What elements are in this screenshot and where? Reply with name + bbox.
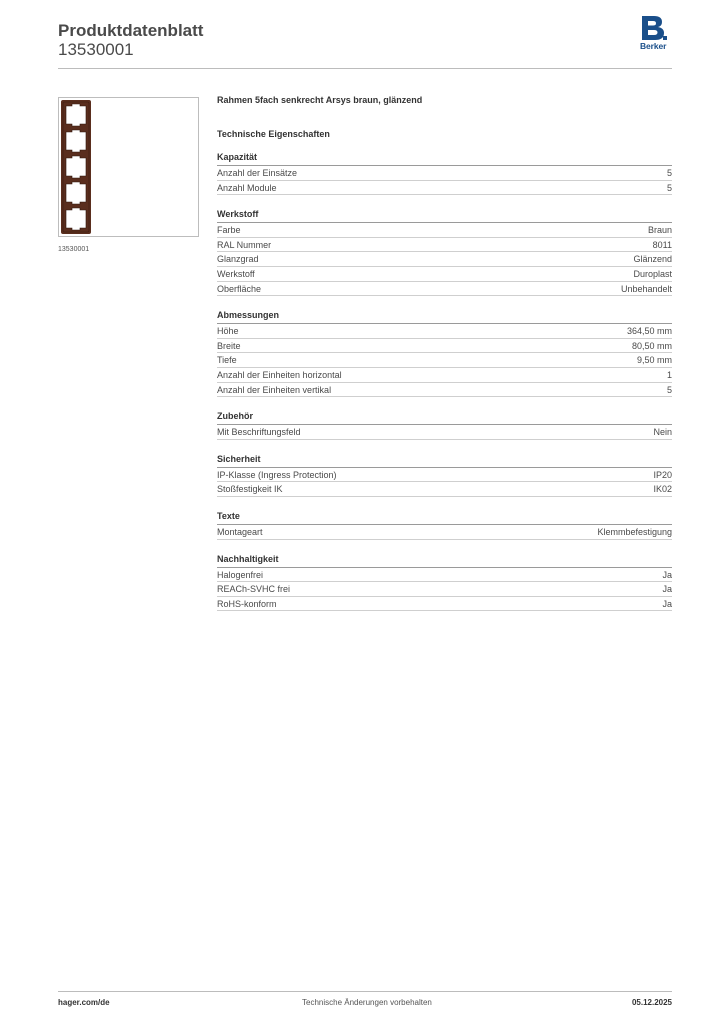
- spec-value: Klemmbefestigung: [597, 526, 672, 537]
- spec-label: Halogenfrei: [217, 569, 264, 580]
- spec-row: [217, 353, 672, 368]
- spec-value: Braun: [647, 225, 672, 236]
- spec-row: [217, 223, 672, 238]
- spec-row: [217, 267, 672, 282]
- page-title: Produktdatenblatt: [58, 21, 204, 40]
- spec-row: [217, 383, 672, 398]
- section-title: Werkstoff: [217, 209, 672, 223]
- spec-label: RAL Nummer: [217, 239, 272, 250]
- spec-value: Nein: [653, 427, 672, 438]
- spec-row: [217, 525, 672, 540]
- spec-row: [217, 238, 672, 253]
- berker-b-icon: [640, 16, 668, 40]
- spec-label: Farbe: [217, 225, 241, 236]
- product-name: Rahmen 5fach senkrecht Arsys braun, glänzend: [217, 95, 423, 105]
- spec-row: [217, 582, 672, 597]
- spec-value: 80,50 mm: [631, 340, 672, 351]
- spec-section: [217, 209, 672, 296]
- footer-note: Technische Änderungen vorbehalten: [302, 998, 432, 1007]
- brand-name: Berker: [640, 41, 667, 51]
- section-title: Kapazität: [217, 152, 672, 166]
- spec-label: Oberfläche: [217, 283, 262, 294]
- spec-section: [217, 411, 672, 440]
- footer-divider: [58, 991, 672, 992]
- spec-section: [217, 310, 672, 397]
- spec-label: Glanzgrad: [217, 254, 259, 265]
- spec-label: Stoßfestigkeit IK: [217, 484, 283, 495]
- spec-row: [217, 568, 672, 583]
- section-title: Zubehör: [217, 411, 672, 425]
- spec-label: Breite: [217, 340, 241, 351]
- spec-value: 1: [666, 369, 672, 380]
- footer-date: 05.12.2025: [631, 998, 672, 1007]
- spec-value: 5: [666, 182, 672, 193]
- spec-row: [217, 368, 672, 383]
- section-title: Sicherheit: [217, 454, 672, 468]
- spec-row: [217, 166, 672, 181]
- spec-section: [217, 554, 672, 612]
- spec-label: Montageart: [217, 526, 263, 537]
- spec-label: Höhe: [217, 326, 239, 337]
- brand-logo: [640, 16, 674, 51]
- spec-value: Unbehandelt: [620, 283, 672, 294]
- spec-value: 5: [666, 384, 672, 395]
- spec-label: Werkstoff: [217, 268, 255, 279]
- spec-row: [217, 282, 672, 297]
- spec-value: Ja: [662, 569, 672, 580]
- spec-value: Ja: [662, 584, 672, 595]
- spec-value: Glänzend: [633, 254, 672, 265]
- spec-row: [217, 425, 672, 440]
- spec-value: 9,50 mm: [636, 355, 672, 366]
- spec-label: RoHS-konform: [217, 598, 277, 609]
- footer-website: hager.com/de: [58, 998, 110, 1007]
- spec-row: [217, 339, 672, 354]
- spec-label: Tiefe: [217, 355, 237, 366]
- spec-value: Ja: [662, 598, 672, 609]
- spec-section: [217, 511, 672, 540]
- section-title: Nachhaltigkeit: [217, 554, 672, 568]
- spec-value: IK02: [653, 484, 672, 495]
- spec-row: [217, 468, 672, 483]
- spec-label: Mit Beschriftungsfeld: [217, 427, 301, 438]
- spec-row: [217, 181, 672, 196]
- spec-label: Anzahl der Einheiten horizontal: [217, 369, 342, 380]
- spec-row: [217, 324, 672, 339]
- image-caption: 13530001: [58, 246, 90, 253]
- spec-label: REACh-SVHC frei: [217, 584, 291, 595]
- spec-row: [217, 252, 672, 267]
- spec-row: [217, 597, 672, 612]
- spec-label: Anzahl der Einsätze: [217, 168, 298, 178]
- spec-label: Anzahl Module: [217, 182, 277, 193]
- spec-row: [217, 482, 672, 497]
- section-title: Abmessungen: [217, 310, 672, 324]
- spec-value: Duroplast: [633, 268, 672, 279]
- spec-sections: [217, 152, 672, 611]
- article-number: 13530001: [58, 40, 134, 59]
- spec-value: 5: [666, 168, 672, 178]
- spec-value: 364,50 mm: [626, 326, 672, 337]
- section-title: Texte: [217, 511, 672, 525]
- spec-label: Anzahl der Einheiten vertikal: [217, 384, 332, 395]
- spec-label: IP-Klasse (Ingress Protection): [217, 469, 337, 480]
- spec-subheading: Technische Eigenschaften: [217, 129, 330, 139]
- spec-section: [217, 454, 672, 497]
- product-image: [58, 97, 199, 237]
- spec-section: [217, 152, 672, 195]
- spec-content: [217, 95, 672, 611]
- spec-value: IP20: [653, 469, 672, 480]
- header-divider: [58, 68, 672, 69]
- spec-value: 8011: [652, 239, 672, 250]
